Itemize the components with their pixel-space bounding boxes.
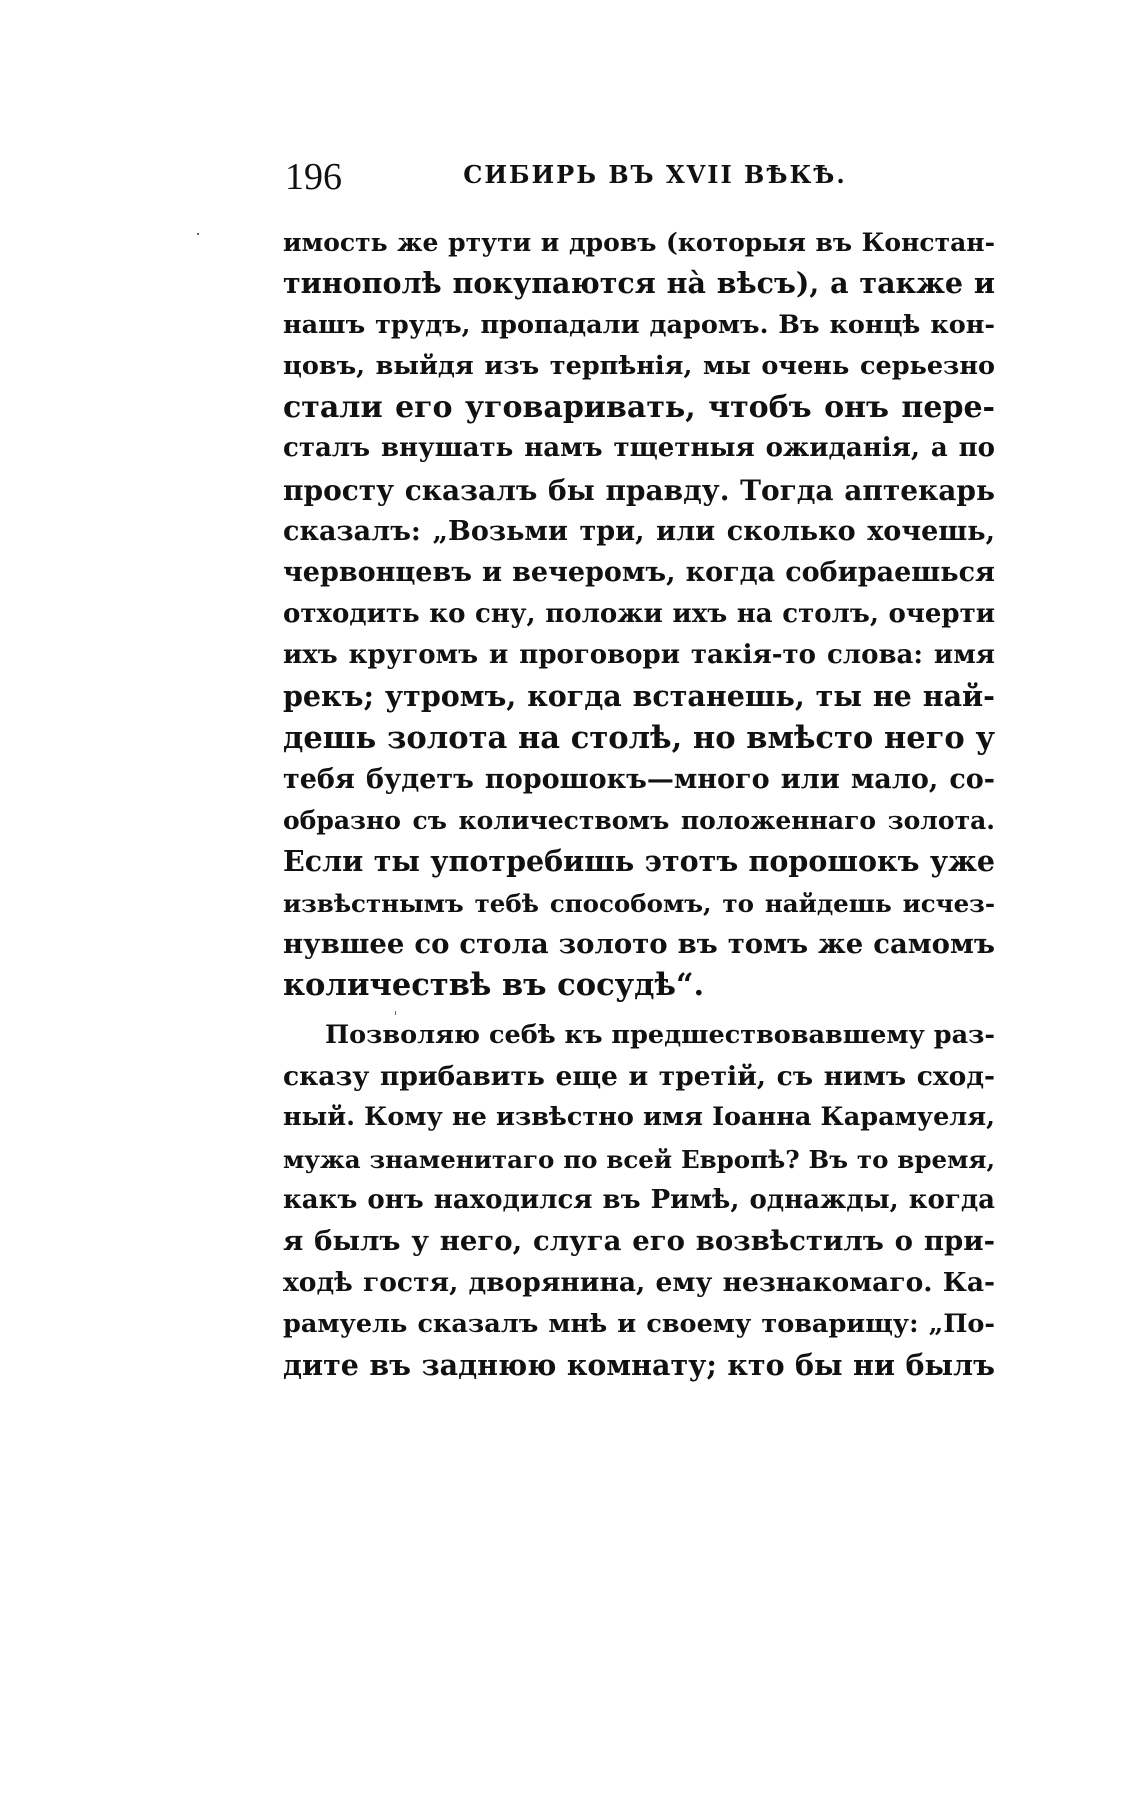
paragraph-gap	[283, 1007, 995, 1015]
text-line: имость же ртути и дровъ (которыя въ Констан-	[283, 228, 995, 257]
text-line: сказалъ: „Возьми три, или сколько хочешь,	[283, 516, 995, 548]
text-line: мужа знаменитаго по всей Европѣ? Въ то время,	[283, 1144, 995, 1174]
page-number: 196	[285, 156, 342, 198]
paragraph-1	[283, 222, 995, 1007]
text-line: я былъ у него, слуга его возвѣстилъ о при-	[283, 1225, 995, 1258]
paragraph-2	[283, 1015, 995, 1387]
text-line: Позволяю себѣ къ предшествовавшему раз-	[325, 1019, 995, 1050]
running-head: СИБИРЬ ВЪ XVII ВѢКѢ.	[463, 160, 847, 189]
text-line: образно съ количествомъ положеннаго золота.	[283, 806, 995, 836]
text-line: отходить ко сну, положи ихъ на столъ, очерти	[283, 598, 995, 629]
text-line: ихъ кругомъ и проговори такія-то слова: имя	[283, 639, 995, 670]
text-line: какъ онъ находился въ Римѣ, однажды, когда	[283, 1184, 995, 1215]
body-text	[283, 222, 995, 1386]
text-line: нашъ трудъ, пропадали даромъ. Въ концѣ кон-	[283, 309, 995, 340]
text-line: червонцевъ и вечеромъ, когда собираешься	[283, 557, 995, 589]
scan-speck	[197, 233, 199, 235]
text-line: извѣстнымъ тебѣ способомъ, то найдешь исчез-	[283, 888, 995, 918]
text-line: дешь золота на столѣ, но вмѣсто него у	[283, 719, 995, 756]
text-line: сказу прибавить еще и третій, съ нимъ сход-	[283, 1060, 995, 1092]
text-line: дите въ заднюю комнату; кто бы ни былъ	[283, 1348, 995, 1383]
text-line: количествѣ въ сосудѣ“.	[283, 967, 705, 1004]
text-line: Если ты употребишь этотъ порошокъ уже	[283, 844, 995, 879]
page-header	[285, 152, 995, 202]
scan-speck	[395, 1011, 396, 1015]
text-line: стали его уговаривать, чтобъ онъ пере-	[283, 390, 995, 426]
text-line: сталъ внушать намъ тщетныя ожиданія, а по	[283, 433, 995, 464]
text-line: рекъ; утромъ, когда встанешь, ты не най-	[283, 679, 995, 714]
text-line: ходѣ гостя, дворянина, ему незнакомаго. Ка-	[283, 1267, 995, 1299]
text-line: тебя будетъ порошокъ—много или мало, со-	[283, 763, 995, 795]
text-line: рамуель сказалъ мнѣ и своему товарищу: „По-	[283, 1308, 995, 1339]
text-line: просту сказалъ бы правду. Тогда аптекарь	[283, 473, 995, 507]
text-line: ный. Кому не извѣстно имя Іоанна Карамуеля,	[283, 1102, 995, 1133]
text-line: цовъ, выйдя изъ терпѣнія, мы очень серьезно	[283, 350, 995, 381]
text-line: тинополѣ покупаются на̀ вѣсъ), а также и	[283, 266, 995, 301]
text-line: нувшее со стола золото въ томъ же самомъ	[283, 928, 995, 961]
